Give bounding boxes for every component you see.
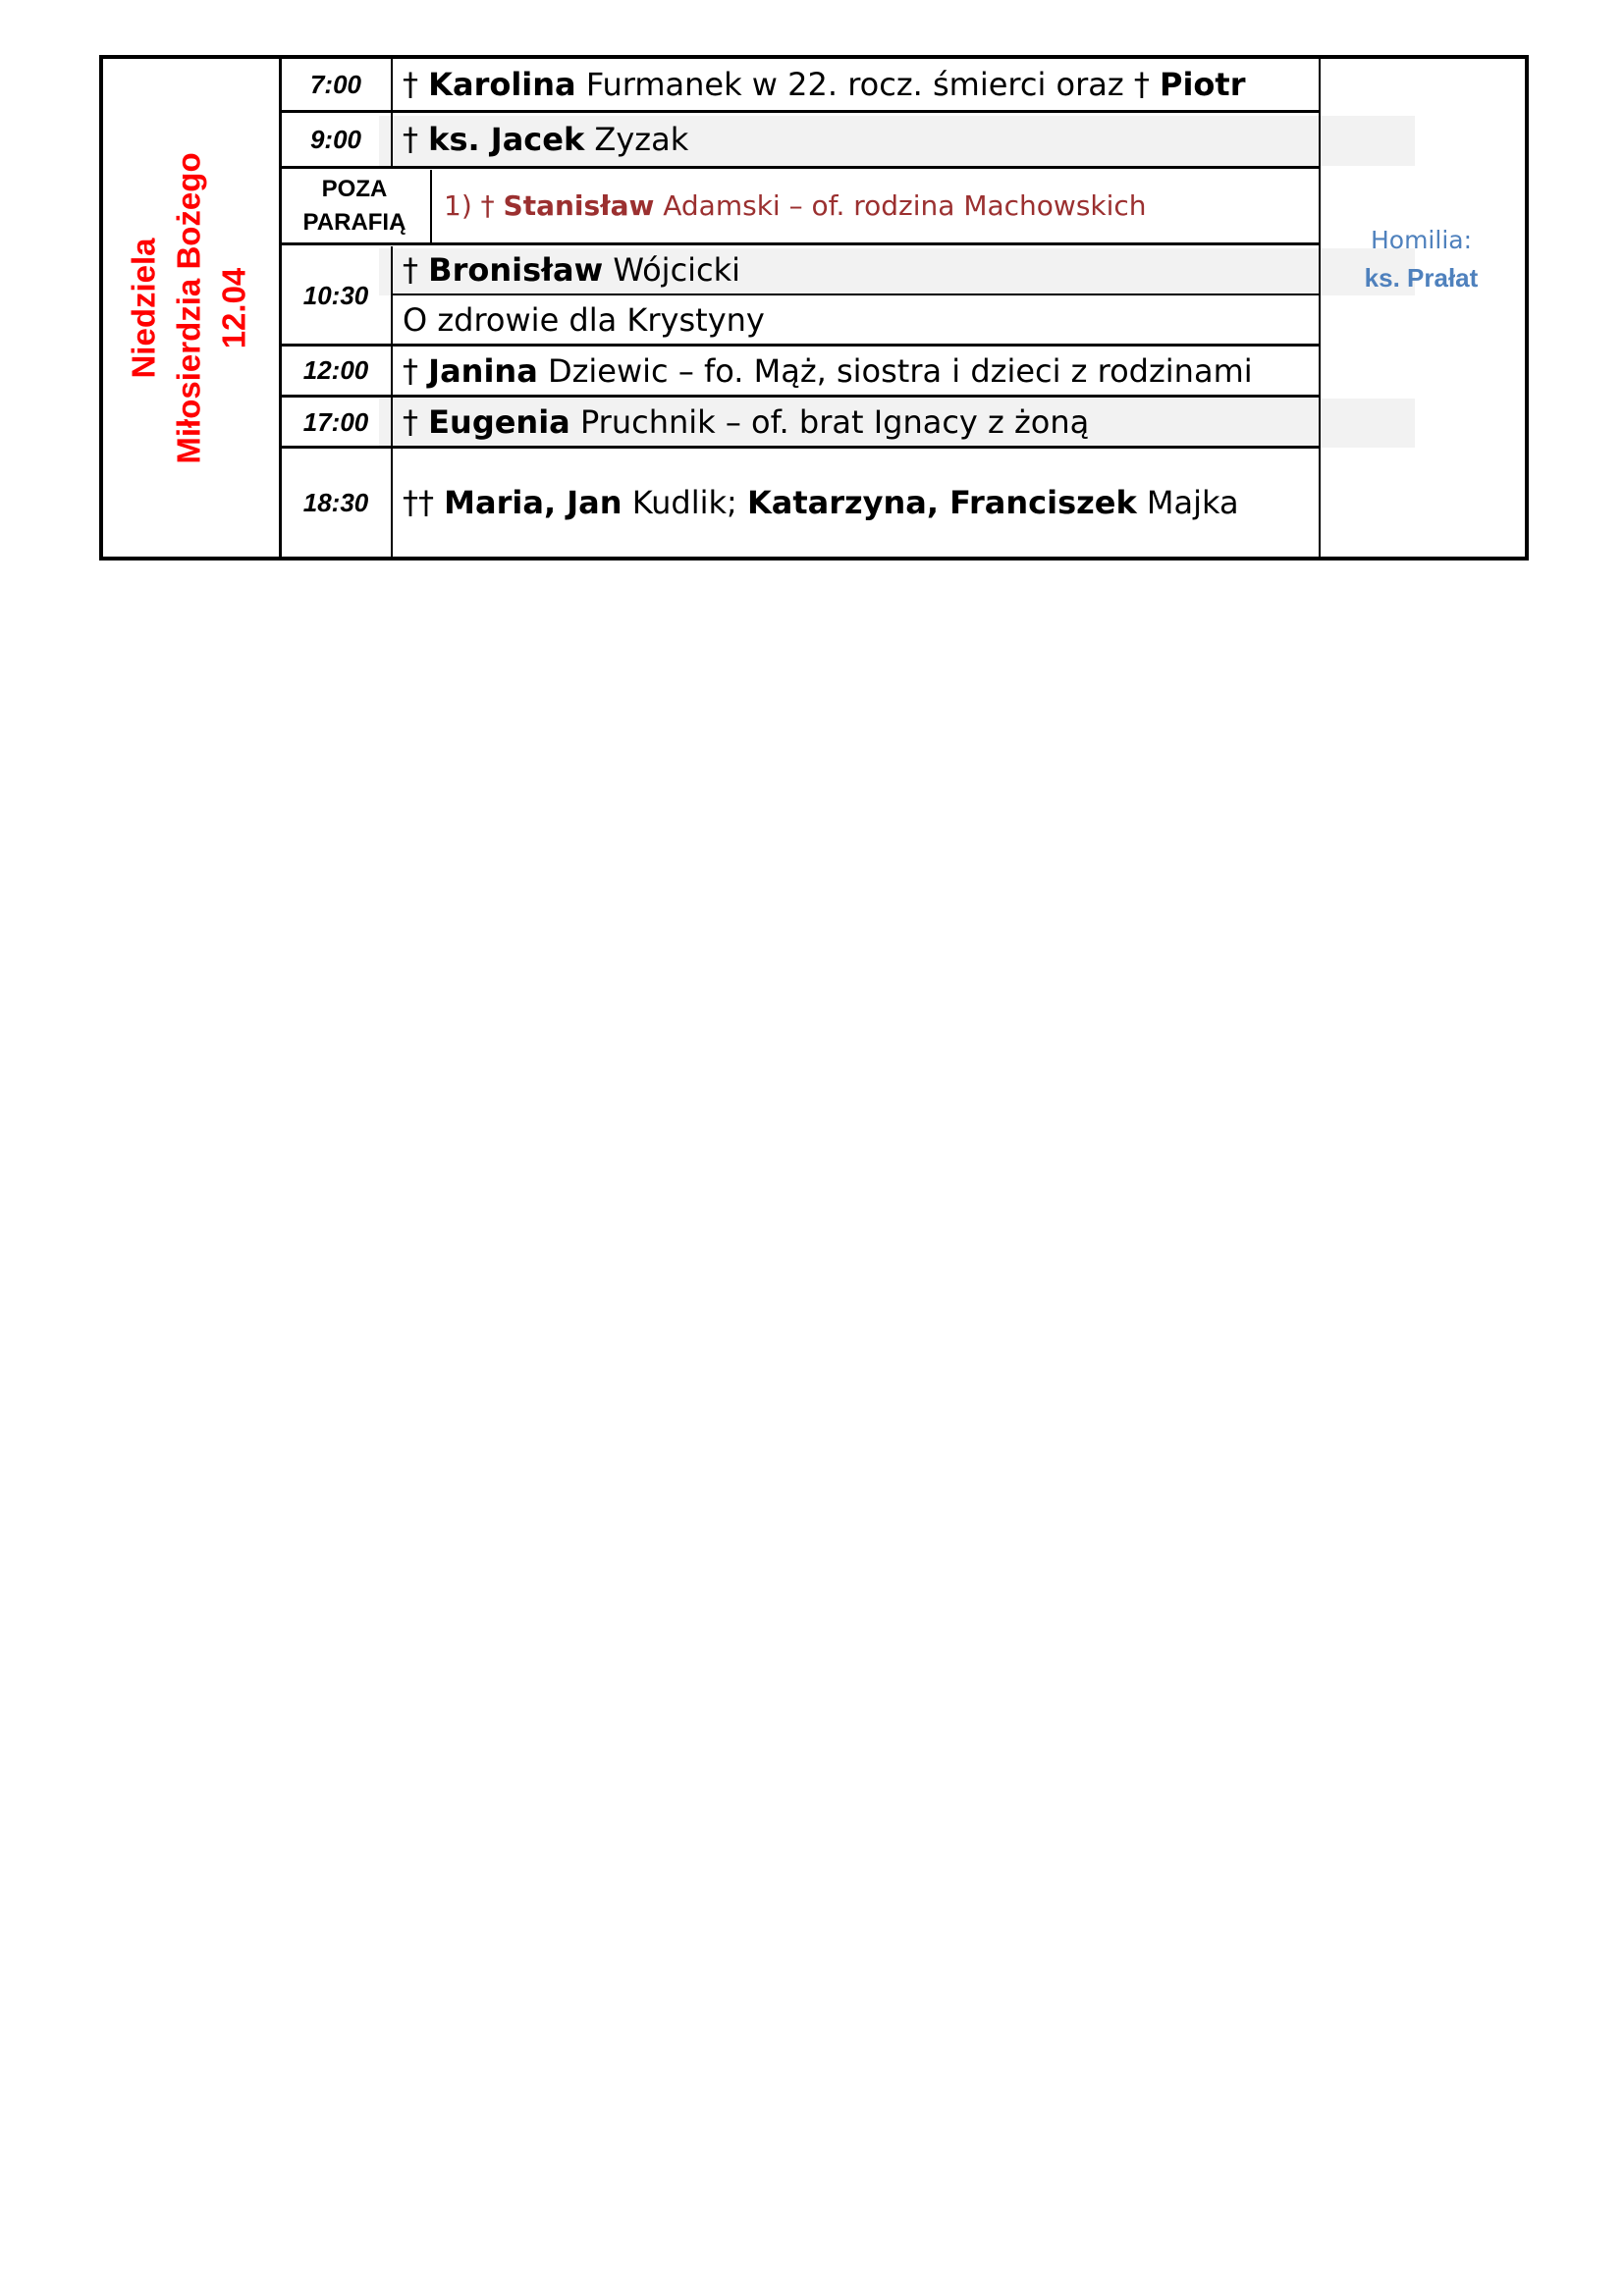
intention-segment: Pruchnik – of. brat Ignacy z żoną <box>569 403 1090 441</box>
intention-text <box>403 484 1239 521</box>
intention-name: ks. Jacek <box>428 121 585 158</box>
intention-name: Maria, Jan <box>444 484 623 521</box>
mass-time: 9:00 <box>309 124 362 154</box>
intention-text <box>403 121 688 158</box>
intention-name: Bronisław <box>428 251 604 289</box>
intention-text <box>403 301 765 339</box>
intention-name: Stanisław <box>503 189 655 222</box>
outside-parish-label <box>282 169 427 242</box>
intention-segment: Kudlik; <box>622 484 747 521</box>
intention-text <box>444 189 1147 222</box>
mass-time: 7:00 <box>309 69 362 99</box>
intention-segment: † <box>403 403 429 441</box>
homily-priest: ks. Prałat <box>1364 262 1479 293</box>
intention-segment: † <box>403 121 429 158</box>
intention-segment: Zyzak <box>584 121 689 158</box>
homily-note <box>1318 10 1525 507</box>
day-label-text <box>122 152 257 463</box>
mass-time: 17:00 <box>302 406 369 437</box>
mass-time: 18:30 <box>302 487 369 517</box>
mass-intention <box>403 113 1306 166</box>
homily-label: Homilia: <box>1370 225 1473 254</box>
intention-text <box>403 403 1089 441</box>
mass-time: 10:30 <box>302 281 369 310</box>
mass-intention <box>403 347 1306 395</box>
intention-segment: 1) † <box>444 189 504 222</box>
day-name: Niedziela <box>126 237 162 379</box>
mass-intention <box>403 398 1306 447</box>
mass-intention <box>403 245 1306 294</box>
intention-segment: O zdrowie dla Krystyny <box>403 300 765 339</box>
intention-text <box>403 251 740 289</box>
mass-time: 12:00 <box>302 355 369 385</box>
intention-text <box>403 66 1245 103</box>
outside-parish-line2: PARAFIĄ <box>302 208 406 236</box>
outside-parish-line1: POZA <box>321 175 388 202</box>
day-date: 12.04 <box>216 267 252 348</box>
column-divider <box>430 170 432 244</box>
intention-name: Piotr <box>1159 66 1246 103</box>
feast-name: Miłosierdzia Bożego <box>171 151 207 464</box>
column-divider <box>391 59 393 168</box>
intention-name: Eugenia <box>428 403 570 441</box>
intention-segment: † <box>403 66 429 103</box>
intention-segment: † <box>403 351 429 390</box>
mass-intention <box>403 449 1306 557</box>
intention-segment: Dziewic – fo. Mąż, siostra i dzieci z rodzinami <box>537 351 1253 390</box>
intention-segment: Majka <box>1136 484 1239 521</box>
intention-name: Karolina <box>428 66 576 103</box>
intention-segment: Furmanek w 22. rocz. śmierci oraz † <box>575 66 1160 103</box>
intention-segment: Adamski – of. rodzina Machowskich <box>654 189 1147 222</box>
intention-segment: † <box>403 251 429 289</box>
day-label <box>103 59 276 557</box>
mass-intention-outside-parish <box>444 169 1347 242</box>
mass-intention <box>403 294 1306 345</box>
intention-name: Katarzyna, Franciszek <box>746 484 1137 521</box>
intention-text <box>403 352 1253 390</box>
mass-intention <box>403 59 1306 110</box>
intention-segment: †† <box>403 484 445 521</box>
intention-name: Janina <box>428 351 538 390</box>
intention-segment: Wójcicki <box>603 251 741 289</box>
